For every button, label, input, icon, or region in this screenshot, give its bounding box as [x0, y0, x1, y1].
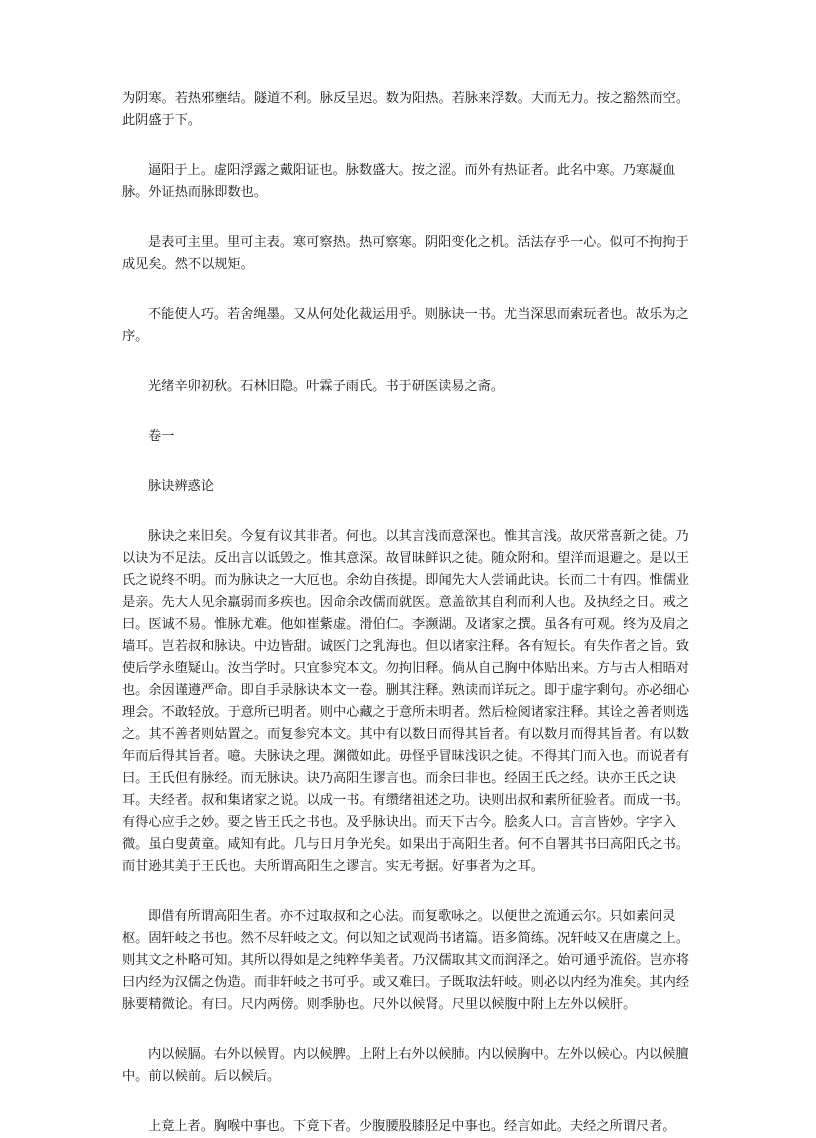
section-title: 脉诀辨惑论 [148, 479, 214, 494]
paragraph-9: 即借有所谓高阳生者。亦不过取叔和之心法。而复歌咏之。以便世之流通云尔。只如素问灵枢。固轩岐之书也。然不尽轩岐之文。何以知之试观尚书诸篇。语多简练。况轩岐又在唐虞之上。则其文之朴略可知。其所以得如是之纯粹华美者。乃汉儒取其文而润泽之。始可通乎流俗。岂亦将曰内经为汉儒之伪造。而非轩岐之书可乎。或又难曰。子既取法轩岐。则必以内经为准矣。其内经脉要精微论。有曰。尺内两傍。则季胁也。尺外以候肾。尺里以候腹中附上左外以候肝。 [122, 909, 690, 1012]
paragraph-2: 逼阳于上。虚阳浮露之戴阳证也。脉数盛大。按之涩。而外有热证者。此名中寒。乃寒凝血脉。外证热而脉即数也。 [122, 163, 676, 200]
paragraph-10: 内以候膈。右外以候胃。内以候脾。上附上右外以候肺。内以候胸中。左外以候心。内以候膻中。前以候前。后以候后。 [122, 1047, 689, 1084]
paragraph-1: 为阴寒。若热邪壅结。隧道不利。脉反呈迟。数为阳热。若脉来浮数。大而无力。按之豁然而空。此阴盛于下。 [122, 91, 690, 128]
paragraph-4: 不能使人巧。若舍绳墨。又从何处化裁运用乎。则脉诀一书。尤当深思而索玩者也。故乐为之序。 [122, 307, 689, 344]
paragraph-8: 脉诀之来旧矣。今复有议其非者。何也。以其言浅而意深也。惟其言浅。故厌常喜新之徒。乃以诀为不足法。反出言以诋毁之。惟其意深。故冒昧鲜识之徒。随众附和。望洋而退避之。是以王氏之说终不明。而为脉诀之一大厄也。余幼自孩提。即闻先大人尝诵此诀。长而二十有四。惟儒业是亲。先大人见余羸弱而多疾也。因命余改儒而就医。意盖欲其自利而利人也。及执经之日。戒之曰。医诚不易。惟脉尤难。他如崔紫虚。滑伯仁。李濒湖。及诸家之撰。虽各有可观。终为及肩之墙耳。岂若叔和脉诀。中边皆甜。诚医门之乳海也。但以诸家注释。各有短长。有失作者之旨。致使后学永堕疑山。汝当学时。只宜参究本文。勿拘旧释。倘从自己胸中体贴出来。方与古人相晤对也。余因谨遵严命。即自手录脉诀本文一卷。删其注释。熟读而详玩之。即于虚字剩句。亦必细心理会。不敢轻放。于意所已明者。则中心藏之于意所未明者。然后检阅诸家注释。其诠之善者则选之。其不善者则姑置之。而复参究本文。其中有以数日而得其旨者。有以数月而得其旨者。有以数年而后得其旨者。噫。夫脉诀之理。渊微如此。毋怪乎冒昧浅识之徒。不得其门而入也。而说者有曰。王氏但有脉经。而无脉诀。诀乃高阳生谬言也。而余曰非也。经固王氏之经。诀亦王氏之诀耳。夫经者。叔和集诸家之说。以成一书。有缵绪祖述之功。诀则出叔和素所征验者。而成一书。有得心应手之妙。要之皆王氏之书也。及乎脉诀出。而天下古今。脍炙人口。言言皆妙。字字入微。虽白叟黄童。咸知有此。几与日月争光矣。如果出于高阳生者。何不自署其书曰高阳氏之书。而甘逊其美于王氏也。夫所谓高阳生之谬言。实无考据。好事者为之耳。 [122, 529, 690, 874]
paragraph-5: 光绪辛卯初秋。石林旧隐。叶霖子雨氏。书于研医读易之斋。 [148, 379, 505, 394]
paragraph-3: 是表可主里。里可主表。寒可察热。热可察寒。阴阳变化之机。活法存乎一心。似可不拘拘于成见矣。然不以规矩。 [122, 235, 689, 272]
volume-heading: 卷一 [148, 429, 175, 444]
paragraph-11: 上竟上者。胸喉中事也。下竟下者。少腹腰股膝胫足中事也。经言如此。夫经之所谓尺者。 [148, 1119, 676, 1134]
